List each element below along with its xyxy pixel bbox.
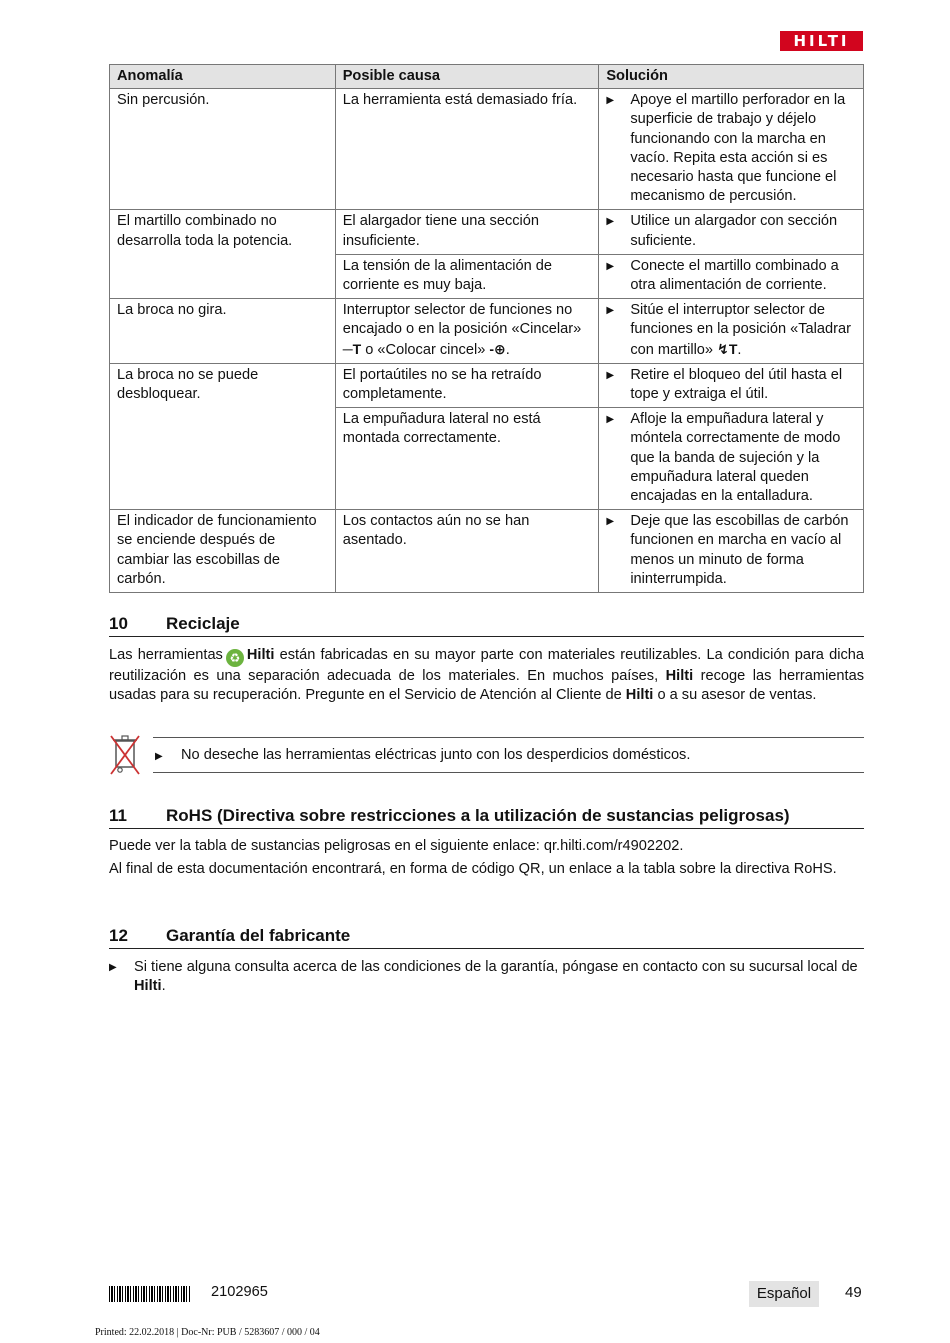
section-heading-recycling xyxy=(109,613,864,637)
section-number: 10 xyxy=(109,614,128,633)
warning-text: No deseche las herramientas eléctricas junto con los desperdicios domésticos. xyxy=(181,747,691,763)
cause-cell: La tensión de la alimentación de corriente es muy baja. xyxy=(335,254,599,298)
cause-cell xyxy=(335,299,599,364)
language-label: Español xyxy=(749,1281,819,1307)
solution-cell xyxy=(599,210,864,254)
hilti-logo: HILTI xyxy=(780,31,863,51)
solution-text: Afloje la empuñadura lateral y móntela correctamente de modo que la banda de sujeción y la empuñadura lateral queden encajadas en la entalladura. xyxy=(630,411,841,505)
anomaly-cell: La broca no se puede desbloquear. xyxy=(110,363,336,509)
recycle-icon: ♻ xyxy=(226,649,244,667)
cause-text: Interruptor selector de funciones no encajado o en la posición «Cincelar» xyxy=(342,302,582,338)
column-header: Anomalía xyxy=(110,65,336,89)
table-header-row xyxy=(110,65,864,89)
solution-cell xyxy=(599,299,864,364)
section-title: Garantía del fabricante xyxy=(166,926,351,945)
solution-text: Apoye el martillo perforador en la superficie de trabajo y déjelo funcionando con la marcha en vacío. Repita esta acción si es necesario hasta que funcione el mecanismo de percusión. xyxy=(630,92,846,205)
chisel-adjust-icon: -⊕ xyxy=(489,340,506,357)
cause-cell: El alargador tiene una sección insuficiente. xyxy=(335,210,599,254)
bullet-triangle-icon: ▶ xyxy=(606,260,615,272)
solution-text: Deje que las escobillas de carbón funcionen en marcha en vacío al menos un minuto de forma ininterrumpida. xyxy=(630,513,849,587)
warranty-bullet xyxy=(109,958,864,996)
bullet-triangle-icon: ▶ xyxy=(606,414,615,426)
anomaly-cell: La broca no gira. xyxy=(110,299,336,364)
cause-cell: La empuñadura lateral no está montada correctamente. xyxy=(335,408,599,510)
bullet-triangle-icon: ▶ xyxy=(606,516,615,528)
solution-cell xyxy=(599,254,864,298)
warranty-text: Si tiene alguna consulta acerca de las condiciones de la garantía, póngase en contacto con su sucursal local de Hilti. xyxy=(134,959,858,995)
section-title: Reciclaje xyxy=(166,614,240,633)
solution-text: Sitúe el interruptor selector de funciones en la posición «Taladrar con martillo» xyxy=(630,302,851,358)
barcode-icon xyxy=(109,1286,191,1302)
table-row xyxy=(110,210,864,254)
section-title: RoHS (Directiva sobre restricciones a la utilización de sustancias peligrosas) xyxy=(166,806,790,825)
recycling-paragraph: Las herramientas ♻ Hilti están fabricadas en su mayor parte con materiales reutilizables. La condición para dicha reutilización es una separación adecuada de los materiales. En muchos países, Hilti recoge las herramientas usadas para su recuperación. Pregunte en el Servicio de Atención al Cliente de Hilti o a su asesor de ventas. xyxy=(109,647,865,704)
cause-cell: El portaútiles no se ha retraído completamente. xyxy=(335,363,599,407)
section-heading-warranty xyxy=(109,925,864,949)
bullet-triangle-icon: ▶ xyxy=(606,305,615,317)
anomaly-cell: El indicador de funcionamiento se enciende después de cambiar las escobillas de carbón. xyxy=(110,510,336,593)
cause-cell: Los contactos aún no se han asentado. xyxy=(335,510,599,593)
solution-text: Utilice un alargador con sección suficiente. xyxy=(630,213,838,249)
bullet-triangle-icon: ▶ xyxy=(606,369,615,381)
solution-cell xyxy=(599,363,864,407)
rohs-paragraph-1: Puede ver la tabla de sustancias peligrosas en el siguiente enlace: qr.hilti.com/r4902202. xyxy=(109,838,684,854)
print-info: Printed: 22.02.2018 | Doc-Nr: PUB / 5283607 / 000 / 04 xyxy=(95,1327,320,1338)
bullet-triangle-icon: ▶ xyxy=(606,216,615,228)
section-number: 12 xyxy=(109,926,128,945)
solution-text: Conecte el martillo combinado a otra alimentación de corriente. xyxy=(630,257,839,294)
document-code: 2102965 xyxy=(211,1284,268,1300)
solution-cell xyxy=(599,408,864,510)
cause-cell: La herramienta está demasiado fría. xyxy=(335,89,599,210)
bullet-triangle-icon: ▶ xyxy=(155,751,163,762)
disposal-warning xyxy=(153,737,864,773)
table-row xyxy=(110,299,864,364)
column-header: Solución xyxy=(599,65,864,89)
table-row xyxy=(110,89,864,210)
solution-cell xyxy=(599,89,864,210)
solution-text: Retire el bloqueo del útil hasta el tope y extraiga el útil. xyxy=(630,366,843,403)
solution-text: . xyxy=(737,341,742,358)
hammer-drill-mode-icon: ↯T xyxy=(717,340,738,357)
table-row xyxy=(110,363,864,407)
chisel-mode-icon: ─​T xyxy=(342,340,362,357)
crossed-out-bin-icon xyxy=(108,732,142,777)
cause-text: . xyxy=(505,341,510,358)
anomaly-cell: El martillo combinado no desarrolla toda la potencia. xyxy=(110,210,336,299)
page-number: 49 xyxy=(845,1284,862,1301)
column-header: Posible causa xyxy=(335,65,599,89)
troubleshooting-table xyxy=(109,64,864,593)
solution-cell xyxy=(599,510,864,593)
section-heading-rohs xyxy=(109,805,864,829)
rohs-paragraph-2: Al final de esta documentación encontrará, en forma de código QR, un enlace a la tabla sobre la directiva RoHS. xyxy=(109,861,837,877)
bullet-triangle-icon: ▶ xyxy=(606,95,615,107)
table-row xyxy=(110,510,864,593)
bullet-triangle-icon: ▶ xyxy=(109,962,117,973)
cause-text: o «Colocar cincel» xyxy=(365,341,486,358)
section-number: 11 xyxy=(109,806,127,825)
anomaly-cell: Sin percusión. xyxy=(110,89,336,210)
